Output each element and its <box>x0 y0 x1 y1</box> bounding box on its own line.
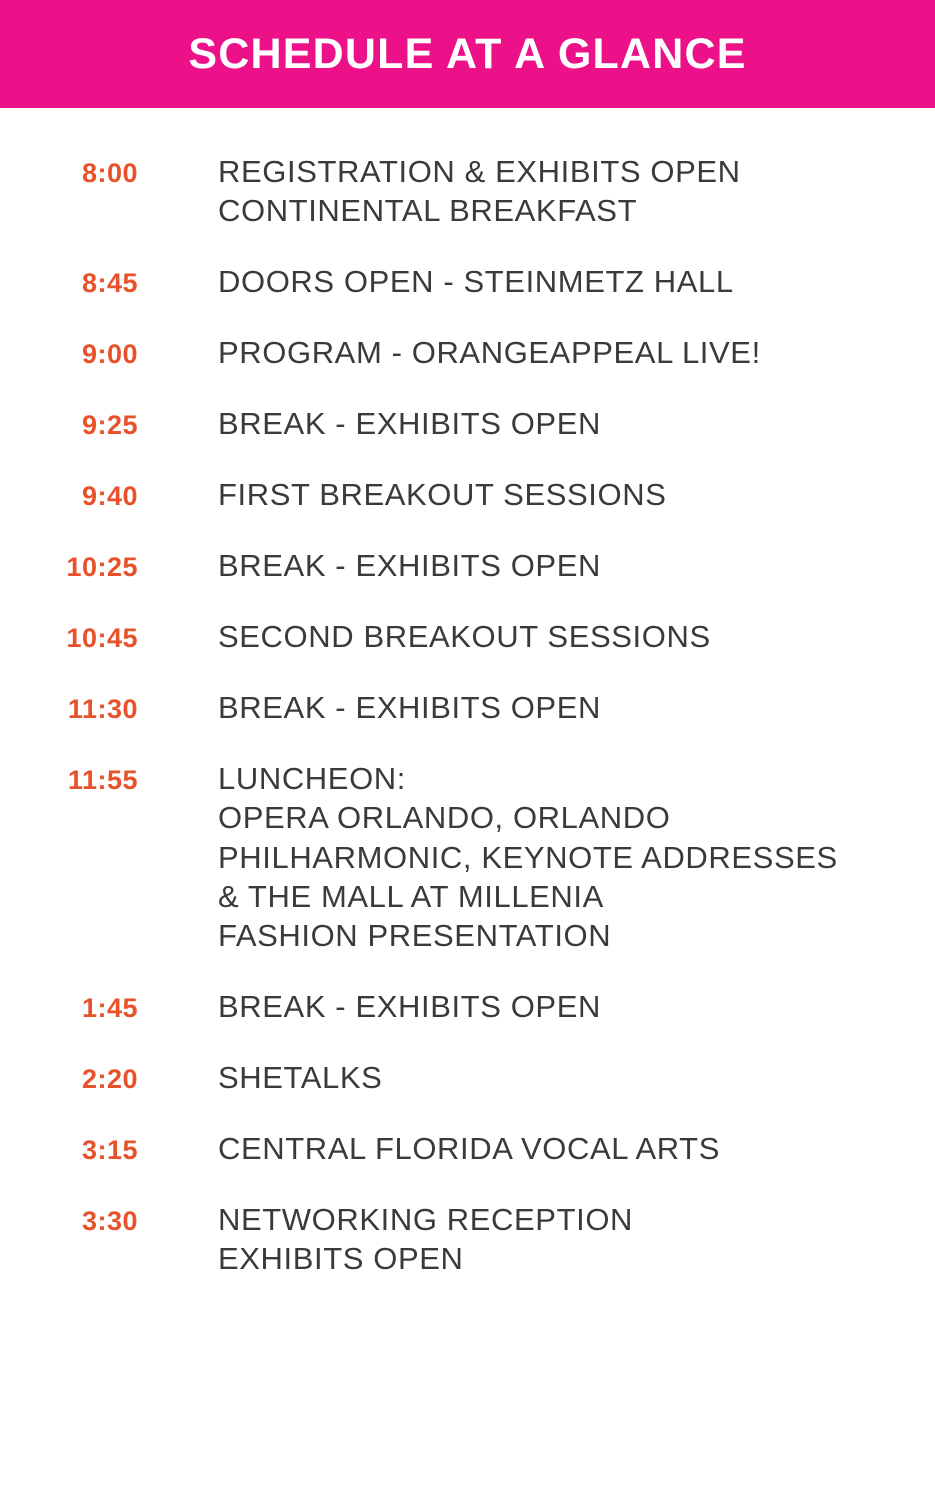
schedule-time: 9:40 <box>81 481 138 512</box>
schedule-time: 11:30 <box>67 694 138 725</box>
schedule-row <box>0 546 935 585</box>
schedule-row <box>0 152 935 230</box>
schedule-description <box>152 1200 935 1278</box>
schedule-description <box>152 152 935 230</box>
schedule-description-line: FASHION PRESENTATION <box>218 917 612 953</box>
schedule-row <box>0 617 935 656</box>
schedule-row <box>0 987 935 1026</box>
schedule-description-line: OPERA ORLANDO, ORLANDO <box>218 800 671 836</box>
schedule-row <box>0 262 935 301</box>
page-title: SCHEDULE AT A GLANCE <box>188 29 747 78</box>
schedule-description-line: EXHIBITS OPEN <box>218 1240 464 1276</box>
schedule-description <box>152 333 935 372</box>
schedule-description-line: REGISTRATION & EXHIBITS OPEN <box>218 154 741 189</box>
schedule-description-line: BREAK - EXHIBITS OPEN <box>218 988 601 1024</box>
schedule-time: 10:45 <box>66 623 138 654</box>
schedule-description-line: CONTINENTAL BREAKFAST <box>218 193 638 229</box>
schedule-row <box>0 333 935 372</box>
schedule-time: 10:25 <box>66 552 138 583</box>
schedule-time: 1:45 <box>81 992 138 1023</box>
schedule-description <box>152 759 935 954</box>
schedule-description-line: BREAK - EXHIBITS OPEN <box>218 406 601 442</box>
schedule-time: 3:15 <box>81 1134 138 1165</box>
schedule-row <box>0 404 935 443</box>
schedule-description <box>152 688 935 727</box>
schedule-description <box>152 404 935 443</box>
schedule-time: 11:55 <box>67 765 138 796</box>
schedule-description-line: FIRST BREAKOUT SESSIONS <box>218 477 667 513</box>
schedule-description-line: SECOND BREAKOUT SESSIONS <box>218 619 711 655</box>
schedule-row <box>0 688 935 727</box>
schedule-time: 9:00 <box>81 339 138 370</box>
schedule-description <box>152 546 935 585</box>
schedule-description <box>152 987 935 1026</box>
schedule-row <box>0 1058 935 1097</box>
header-banner <box>0 0 935 108</box>
schedule-time: 9:25 <box>81 410 138 441</box>
schedule-description-line: BREAK - EXHIBITS OPEN <box>218 690 601 726</box>
schedule-description <box>152 1058 935 1097</box>
schedule-time: 2:20 <box>81 1063 138 1094</box>
schedule-description-line: LUNCHEON: <box>218 761 406 797</box>
schedule-time: 3:30 <box>81 1205 138 1236</box>
schedule-description-line: & THE MALL AT MILLENIA <box>218 878 604 914</box>
schedule-description <box>152 475 935 514</box>
schedule-list <box>0 108 935 1278</box>
schedule-row <box>0 759 935 954</box>
schedule-description-line: DOORS OPEN - STEINMETZ HALL <box>218 264 734 300</box>
schedule-row <box>0 1200 935 1278</box>
schedule-row <box>0 475 935 514</box>
schedule-description <box>152 1129 935 1168</box>
schedule-time: 8:00 <box>81 158 138 188</box>
schedule-description <box>152 262 935 301</box>
schedule-description-line: SHETALKS <box>218 1059 383 1095</box>
schedule-description-line: PROGRAM - ORANGEAPPEAL LIVE! <box>218 335 761 371</box>
schedule-row <box>0 1129 935 1168</box>
schedule-description-line: BREAK - EXHIBITS OPEN <box>218 548 601 584</box>
schedule-description-line: NETWORKING RECEPTION <box>218 1201 634 1237</box>
schedule-description-line: PHILHARMONIC, KEYNOTE ADDRESSES <box>218 839 838 875</box>
schedule-description <box>152 617 935 656</box>
schedule-time: 8:45 <box>81 268 138 299</box>
schedule-description-line: CENTRAL FLORIDA VOCAL ARTS <box>218 1130 720 1166</box>
